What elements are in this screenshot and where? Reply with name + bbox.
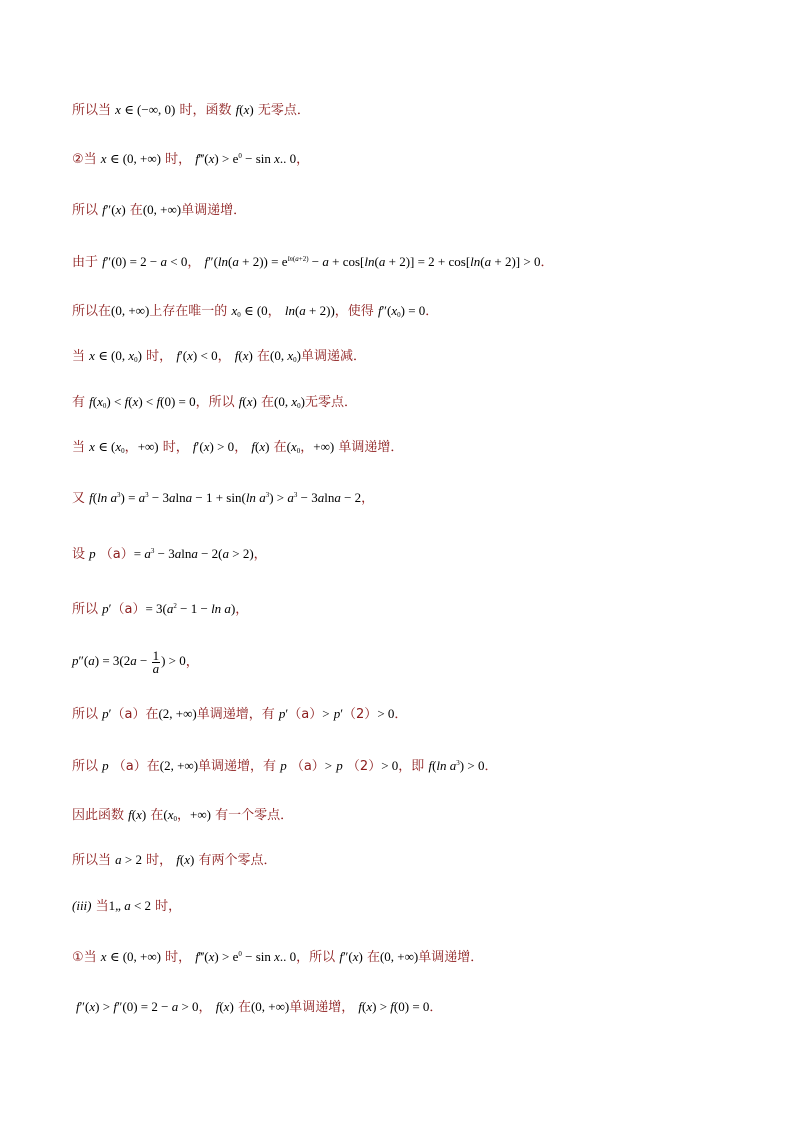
text-line-11: 所以 $p'(a)= 3(a^2 - 1 - \ln a)$， bbox=[72, 601, 249, 617]
text-line-5: 所以在(0, +∞)上存在唯一的 $x_0$ ∈ (0， ln(a + 2))，使得 $f''(x_0) = 0$． bbox=[72, 303, 439, 319]
text-line-16: 所以当 a > 2 时， f(x) 有两个零点． bbox=[72, 852, 277, 868]
fraction: $\frac{1}{a}$ bbox=[152, 648, 160, 676]
text-line-10: 设 p $(a)= a^3 - 3alna - 2(a > 2)$， bbox=[72, 546, 267, 562]
text-line-6: 当 x ∈ (0, $x_0$) 时， f′(x) < 0， f(x) 在(0, $x_0$)单调递减． bbox=[72, 348, 366, 364]
text-line-4: 由于 f″(0) = 2 − a < 0， $f''(\ln(a + 2)) = e^{ln(a+2)} - a + \cos[\ln(a + 2)] = 2 + \cos[\ln(a + 2)] > 0$． bbox=[72, 254, 554, 270]
text-line-13: 所以 p′（a）在(2, +∞)单调递增，有 p′（a）> p′（2）> 0． bbox=[72, 706, 408, 722]
text-line-3: 所以 f″(x) 在(0, +∞)单调递增． bbox=[72, 202, 247, 218]
text-line-14: 所以 p （a）在(2, +∞)单调递增，有 p （a）> p （2）> 0，即 f(ln $a^3) > 0$． bbox=[72, 758, 498, 774]
text-line-19: f″(x) > f″(0) = 2 − a > 0， f(x) 在(0, +∞)单调递增， f(x) > f(0) = 0． bbox=[76, 999, 443, 1015]
text-line-17: (iii) 当1„ a < 2 时， bbox=[72, 898, 182, 914]
text-line-2: ②当 x ∈ (0, +∞) 时， f‴(x) > $e^0 - \sin x$.. 0， bbox=[72, 151, 310, 167]
text-line-1: 所以当 x ∈ (−∞, 0) 时，函数 f(x) 无零点． bbox=[72, 102, 310, 118]
text-line-9: 又 f(ln $a^3) = a^3 - 3alna - 1 + \sin(\ln$ $a^3) > a^3 - 3alna - 2$， bbox=[72, 490, 375, 506]
text-line-18: ①当 x ∈ (0, +∞) 时， f‴(x) > $e^0 - \sin x$.. 0，所以 f″(x) 在(0, +∞)单调递增． bbox=[72, 949, 484, 965]
text-line-7: 有 $f(x_0) < f(x) < f(0) = 0$，所以 f(x) 在(0, $x_0$)无零点． bbox=[72, 394, 358, 410]
text-line-12: p″(a) = 3(2a − $\frac{1}{a}$ ) > 0， bbox=[72, 648, 199, 676]
text-line-15: 因此函数 f(x) 在($x_0$，+∞) 有一个零点． bbox=[72, 807, 294, 823]
text-line-8: 当 x ∈ ($x_0$，+∞) 时， f′(x) > 0， f(x) 在($x_0$，+∞) 单调递增． bbox=[72, 439, 404, 455]
